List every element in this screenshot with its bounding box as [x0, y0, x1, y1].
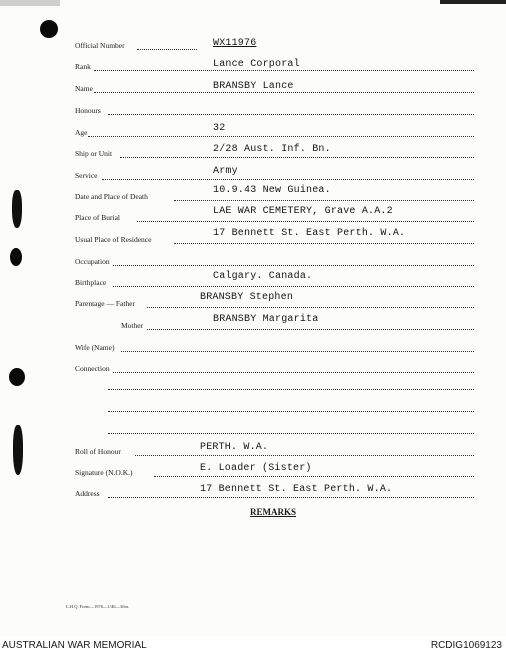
- field-occupation: [0, 254, 506, 268]
- field-connection: [0, 361, 506, 375]
- footer-bar: [0, 636, 506, 654]
- field-value: LAE WAR CEMETERY, Grave A.A.2: [213, 206, 393, 217]
- dotted-line: [147, 329, 474, 330]
- punch-hole: [40, 20, 58, 38]
- field-address: [0, 486, 506, 500]
- field-value: Calgary. Canada.: [213, 271, 313, 282]
- field-honours: [0, 103, 506, 117]
- field-label: Occupation: [75, 257, 110, 266]
- field-value: Lance Corporal: [213, 59, 300, 70]
- dotted-line: [108, 114, 474, 115]
- remarks-heading: REMARKS: [250, 507, 297, 517]
- field-signature-nok: [0, 465, 506, 479]
- field-value: PERTH. W.A.: [200, 442, 269, 453]
- field-roll-of-honour: [0, 444, 506, 458]
- field-usual-residence: [0, 228, 506, 246]
- field-value: 10.9.43 New Guinea.: [213, 185, 331, 196]
- field-label: Date and Place of Death: [75, 192, 148, 201]
- field-value: BRANSBY Stephen: [200, 292, 294, 303]
- field-rank: [0, 59, 506, 73]
- field-label: Mother: [121, 321, 144, 330]
- dotted-line: [108, 497, 474, 498]
- dotted-line: [147, 307, 474, 308]
- field-value: WX11976: [213, 38, 257, 49]
- dotted-line: [94, 70, 474, 71]
- dotted-line: [113, 265, 474, 266]
- field-label: Honours: [75, 106, 101, 115]
- dotted-line: [108, 433, 474, 434]
- dotted-line: [120, 157, 474, 158]
- field-label: Name: [75, 84, 93, 93]
- dotted-line: [135, 455, 474, 456]
- dotted-line: [102, 179, 474, 180]
- dotted-line: [108, 389, 474, 390]
- field-service: [0, 168, 506, 182]
- field-value: Army: [213, 166, 238, 177]
- field-label: Birthplace: [75, 278, 107, 287]
- field-label: Rank: [75, 62, 91, 71]
- field-label: Wife (Name): [75, 343, 115, 352]
- scan-edge-mark: [440, 0, 506, 4]
- field-mother: [0, 314, 506, 332]
- field-label: Connection: [75, 364, 110, 373]
- dotted-line: [137, 221, 474, 222]
- field-wife: [0, 340, 506, 354]
- field-label: Address: [75, 489, 100, 498]
- field-value: 2/28 Aust. Inf. Bn.: [213, 144, 331, 155]
- field-birthplace: [0, 271, 506, 289]
- field-value: 17 Bennett St. East Perth. W.A.: [213, 228, 406, 239]
- field-label: Official Number: [75, 41, 125, 50]
- field-value: 32: [213, 123, 226, 134]
- dotted-line: [108, 411, 474, 412]
- field-father: [0, 292, 506, 310]
- dotted-line: [88, 136, 474, 137]
- dotted-line: [174, 243, 474, 244]
- footer-institution: AUSTRALIAN WAR MEMORIAL: [2, 640, 147, 651]
- dotted-line: [137, 49, 197, 50]
- dotted-line: [113, 286, 474, 287]
- field-value: E. Loader (Sister): [200, 463, 312, 474]
- dotted-line: [174, 200, 474, 201]
- field-label: Age: [75, 128, 88, 137]
- field-ship-or-unit: [0, 146, 506, 160]
- field-value: 17 Bennett St. East Perth. W.A.: [200, 484, 393, 495]
- footer-record-id: RCDIG1069123: [430, 640, 502, 651]
- dotted-line: [113, 372, 474, 373]
- field-label: Parentage — Father: [75, 299, 135, 308]
- field-age: [0, 125, 506, 139]
- field-value: BRANSBY Margarita: [213, 314, 319, 325]
- field-official-number: [0, 38, 506, 52]
- field-label: Ship or Unit: [75, 149, 113, 158]
- field-date-place-of-death: [0, 185, 506, 203]
- form-print-note: L.H.Q. Form—1976—1/46—30m.: [66, 604, 130, 609]
- field-value: BRANSBY Lance: [213, 81, 294, 92]
- dotted-line: [121, 351, 474, 352]
- field-label: Signature (N.O.K.): [75, 468, 133, 477]
- dotted-line: [154, 476, 474, 477]
- dotted-line: [94, 92, 474, 93]
- field-name: [0, 81, 506, 95]
- field-place-of-burial: [0, 206, 506, 224]
- field-label: Place of Burial: [75, 213, 120, 222]
- scan-edge-mark: [0, 0, 60, 6]
- field-label: Roll of Honour: [75, 447, 121, 456]
- field-label: Usual Place of Residence: [75, 235, 152, 244]
- field-label: Service: [75, 171, 98, 180]
